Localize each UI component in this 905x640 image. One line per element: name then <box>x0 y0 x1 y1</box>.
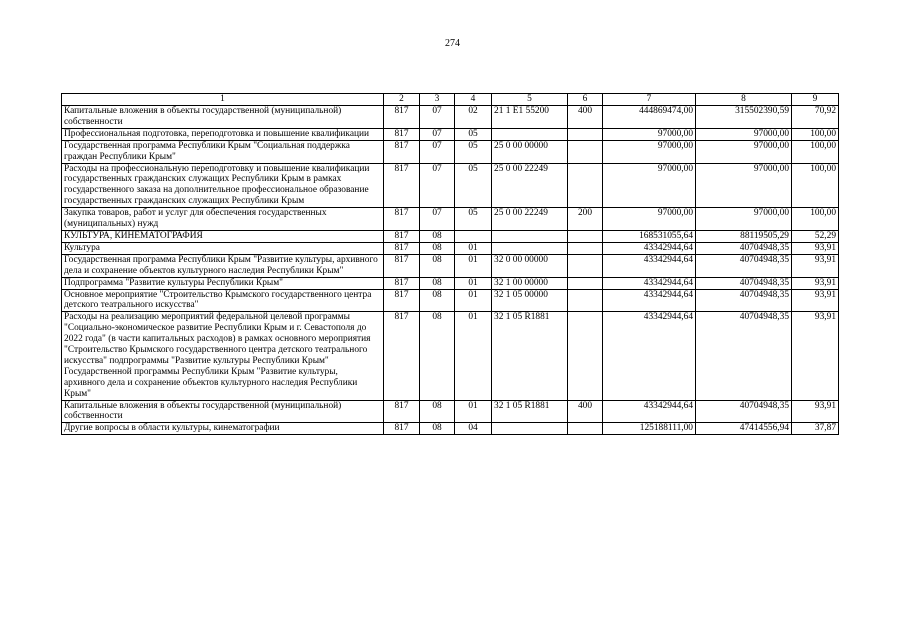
table-row <box>62 230 839 242</box>
subsection-code: 05 <box>455 208 492 231</box>
admin-code: 817 <box>384 423 420 435</box>
header-row <box>62 94 839 106</box>
subsection-code: 01 <box>455 289 492 312</box>
subsection-code: 01 <box>455 312 492 400</box>
execution-percent: 100,00 <box>792 208 839 231</box>
column-header: 5 <box>492 94 568 106</box>
executed-amount: 40704948,35 <box>696 277 792 289</box>
executed-amount: 97000,00 <box>696 128 792 140</box>
target-article-code: 32 1 05 R1881 <box>492 312 568 400</box>
column-header: 4 <box>455 94 492 106</box>
admin-code: 817 <box>384 106 420 129</box>
row-name: Государственная программа Республики Крым "Социальная поддержка граждан Республики Крым" <box>62 140 384 163</box>
target-article-code: 32 1 00 00000 <box>492 277 568 289</box>
target-article-code <box>492 230 568 242</box>
section-code: 07 <box>420 163 455 208</box>
executed-amount: 40704948,35 <box>696 289 792 312</box>
table-row <box>62 140 839 163</box>
execution-percent: 100,00 <box>792 140 839 163</box>
executed-amount: 40704948,35 <box>696 312 792 400</box>
row-name: Капитальные вложения в объекты государственной (муниципальной) собственности <box>62 400 384 423</box>
executed-amount: 315502390,59 <box>696 106 792 129</box>
section-code: 07 <box>420 208 455 231</box>
expense-type-code <box>568 289 603 312</box>
row-name: КУЛЬТУРА, КИНЕМАТОГРАФИЯ <box>62 230 384 242</box>
execution-percent: 70,92 <box>792 106 839 129</box>
section-code: 07 <box>420 128 455 140</box>
target-article-code: 21 1 Е1 55200 <box>492 106 568 129</box>
admin-code: 817 <box>384 312 420 400</box>
expense-type-code <box>568 254 603 277</box>
target-article-code <box>492 128 568 140</box>
column-header: 8 <box>696 94 792 106</box>
execution-percent: 100,00 <box>792 128 839 140</box>
admin-code: 817 <box>384 163 420 208</box>
section-code: 08 <box>420 230 455 242</box>
planned-amount: 97000,00 <box>603 163 696 208</box>
table-row <box>62 400 839 423</box>
table-row <box>62 423 839 435</box>
admin-code: 817 <box>384 230 420 242</box>
table-row <box>62 106 839 129</box>
execution-percent: 52,29 <box>792 230 839 242</box>
expense-type-code: 200 <box>568 208 603 231</box>
row-name: Основное мероприятие "Строительство Крымского государственного центра детского театрального искусства" <box>62 289 384 312</box>
execution-percent: 37,87 <box>792 423 839 435</box>
subsection-code <box>455 230 492 242</box>
admin-code: 817 <box>384 208 420 231</box>
subsection-code: 05 <box>455 128 492 140</box>
column-header: 7 <box>603 94 696 106</box>
expense-type-code <box>568 163 603 208</box>
planned-amount: 97000,00 <box>603 208 696 231</box>
planned-amount: 43342944,64 <box>603 277 696 289</box>
expense-type-code <box>568 128 603 140</box>
subsection-code: 01 <box>455 400 492 423</box>
target-article-code: 25 0 00 22249 <box>492 163 568 208</box>
target-article-code: 32 0 00 00000 <box>492 254 568 277</box>
row-name: Закупка товаров, работ и услуг для обеспечения государственных (муниципальных) нужд <box>62 208 384 231</box>
admin-code: 817 <box>384 254 420 277</box>
section-code: 07 <box>420 106 455 129</box>
subsection-code: 05 <box>455 140 492 163</box>
execution-percent: 100,00 <box>792 163 839 208</box>
row-name: Культура <box>62 242 384 254</box>
page-number: 274 <box>445 38 460 49</box>
section-code: 08 <box>420 312 455 400</box>
section-code: 08 <box>420 277 455 289</box>
planned-amount: 97000,00 <box>603 140 696 163</box>
executed-amount: 40704948,35 <box>696 400 792 423</box>
row-name: Расходы на профессиональную переподготовку и повышение квалификации государственных гражданских служащих Республики Крым в рамках государственного заказа на дополнительное профессиональное образование государственных гражданских служащих Республики Крым <box>62 163 384 208</box>
admin-code: 817 <box>384 242 420 254</box>
section-code: 08 <box>420 254 455 277</box>
table-row <box>62 242 839 254</box>
row-name: Подпрограмма "Развитие культуры Республики Крым" <box>62 277 384 289</box>
target-article-code: 25 0 00 00000 <box>492 140 568 163</box>
table-row <box>62 277 839 289</box>
table-row <box>62 128 839 140</box>
section-code: 08 <box>420 423 455 435</box>
execution-percent: 93,91 <box>792 277 839 289</box>
admin-code: 817 <box>384 289 420 312</box>
column-header: 6 <box>568 94 603 106</box>
column-header: 9 <box>792 94 839 106</box>
admin-code: 817 <box>384 140 420 163</box>
expense-type-code <box>568 423 603 435</box>
table-row <box>62 312 839 400</box>
section-code: 08 <box>420 242 455 254</box>
planned-amount: 43342944,64 <box>603 400 696 423</box>
subsection-code: 04 <box>455 423 492 435</box>
execution-percent: 93,91 <box>792 242 839 254</box>
row-name: Расходы на реализацию мероприятий федеральной целевой программы "Социально-экономическое развитие Республики Крым и г. Севастополя до 2022 года" (в части капитальных расходов) в рамках основного мероприятия "Строительство Крымского государственного центра детского театрального искусства" подпрограммы "Развитие культуры Республики Крым" Государственной программы Республики Крым "Развитие культуры, архивного дела и сохранение объектов культурного наследия Республики Крым" <box>62 312 384 400</box>
subsection-code: 05 <box>455 163 492 208</box>
executed-amount: 40704948,35 <box>696 242 792 254</box>
execution-percent: 93,91 <box>792 312 839 400</box>
planned-amount: 97000,00 <box>603 128 696 140</box>
execution-percent: 93,91 <box>792 400 839 423</box>
target-article-code: 32 1 05 R1881 <box>492 400 568 423</box>
expense-type-code <box>568 277 603 289</box>
subsection-code: 01 <box>455 277 492 289</box>
column-header: 3 <box>420 94 455 106</box>
planned-amount: 168531055,64 <box>603 230 696 242</box>
expense-type-code <box>568 230 603 242</box>
target-article-code: 32 1 05 00000 <box>492 289 568 312</box>
executed-amount: 40704948,35 <box>696 254 792 277</box>
column-header: 2 <box>384 94 420 106</box>
execution-percent: 93,91 <box>792 254 839 277</box>
admin-code: 817 <box>384 128 420 140</box>
row-name: Профессиональная подготовка, переподготовка и повышение квалификации <box>62 128 384 140</box>
column-header: 1 <box>62 94 384 106</box>
expense-type-code <box>568 312 603 400</box>
planned-amount: 125188111,00 <box>603 423 696 435</box>
planned-amount: 444869474,00 <box>603 106 696 129</box>
target-article-code <box>492 423 568 435</box>
table-row <box>62 208 839 231</box>
admin-code: 817 <box>384 400 420 423</box>
executed-amount: 97000,00 <box>696 163 792 208</box>
planned-amount: 43342944,64 <box>603 289 696 312</box>
table-row <box>62 289 839 312</box>
table-row <box>62 163 839 208</box>
expense-type-code <box>568 242 603 254</box>
section-code: 08 <box>420 400 455 423</box>
planned-amount: 43342944,64 <box>603 312 696 400</box>
executed-amount: 97000,00 <box>696 140 792 163</box>
row-name: Государственная программа Республики Крым "Развитие культуры, архивного дела и сохранение объектов культурного наследия Республики Крым" <box>62 254 384 277</box>
section-code: 08 <box>420 289 455 312</box>
subsection-code: 01 <box>455 242 492 254</box>
expense-type-code <box>568 140 603 163</box>
executed-amount: 97000,00 <box>696 208 792 231</box>
execution-percent: 93,91 <box>792 289 839 312</box>
section-code: 07 <box>420 140 455 163</box>
target-article-code: 25 0 00 22249 <box>492 208 568 231</box>
expense-type-code: 400 <box>568 400 603 423</box>
target-article-code <box>492 242 568 254</box>
planned-amount: 43342944,64 <box>603 242 696 254</box>
expense-type-code: 400 <box>568 106 603 129</box>
row-name: Капитальные вложения в объекты государственной (муниципальной) собственности <box>62 106 384 129</box>
executed-amount: 88119505,29 <box>696 230 792 242</box>
executed-amount: 47414556,94 <box>696 423 792 435</box>
row-name: Другие вопросы в области культуры, кинематографии <box>62 423 384 435</box>
budget-table <box>61 93 839 435</box>
planned-amount: 43342944,64 <box>603 254 696 277</box>
admin-code: 817 <box>384 277 420 289</box>
table-row <box>62 254 839 277</box>
subsection-code: 01 <box>455 254 492 277</box>
subsection-code: 02 <box>455 106 492 129</box>
